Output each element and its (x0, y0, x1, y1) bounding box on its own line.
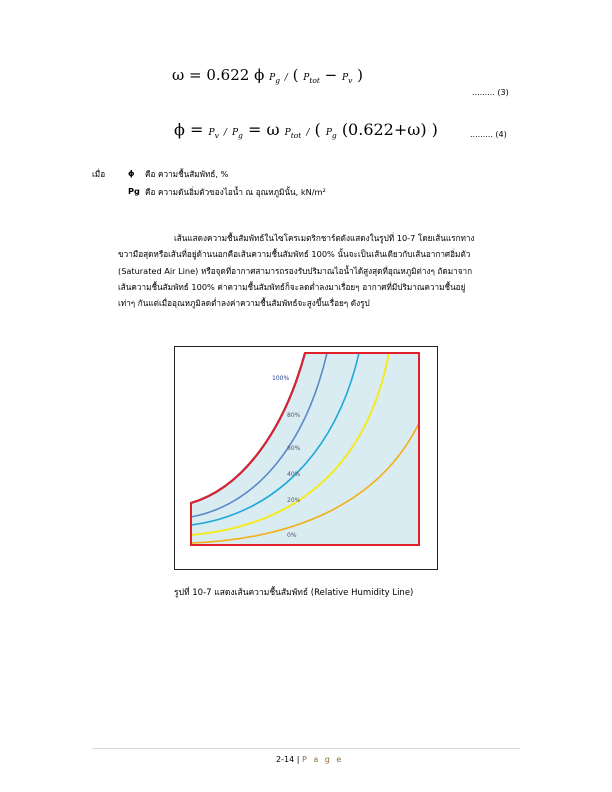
label-100: 100% (272, 375, 290, 382)
eq3-p2: $P_{tot}$ (303, 73, 320, 85)
eq4-open: ( (314, 120, 321, 139)
eq4-pg2: $P_g$ (325, 128, 337, 140)
paragraph-line: เส้นแสดงความชื้นสัมพัทธ์ในไซโครเมตริกชาร์ตดังแสดงในรูปที่ 10-7 โดยเส้นแรกทาง (174, 233, 475, 243)
paragraph-line: เท่าๆ กันแต่เมื่ออุณหภูมิลดต่ำลงค่าความชื้นสัมพัทธ์จะสูงขึ้นเรื่อยๆ ดังรูป (118, 298, 370, 309)
definition-text-phi: คือ ความชื้นสัมพัทธ์, % (145, 169, 229, 179)
equation-4 (174, 120, 438, 140)
footer-separator: | (296, 755, 300, 764)
figure-caption: รูปที่ 10-7 แสดงเส้นความชื้นสัมพัทธ์ (Relative Humidity Line) (174, 588, 414, 598)
eq4-slash2: / (306, 128, 310, 138)
label-80: 80% (287, 412, 301, 419)
eq3-p1: $P_g$ (269, 73, 280, 85)
relative-humidity-figure (174, 346, 438, 570)
page-number: 2-14 (276, 755, 295, 764)
eq4-equals: = (190, 120, 204, 139)
body-paragraph (118, 230, 526, 311)
label-0: 0% (287, 532, 297, 539)
eq3-coef: 0.622 (206, 66, 250, 84)
where-label: เมื่อ (92, 169, 106, 179)
eq4-omega: ω (266, 120, 280, 139)
eq3-p3: $P_v$ (342, 73, 353, 85)
label-20: 20% (287, 497, 301, 504)
definition-text-pg: คือ ความดันอิ่มตัวของไอน้ำ ณ อุณหภูมินั้น, kN/m² (145, 187, 326, 197)
eq3-close: ) (357, 66, 363, 84)
relative-humidity-diagram (175, 347, 437, 569)
eq4-ptot: $P_{tot}$ (284, 128, 302, 140)
eq3-slash: / (284, 73, 288, 83)
label-40: 40% (287, 471, 301, 478)
equation-3 (172, 66, 363, 85)
eq4-close: ) (431, 120, 438, 139)
page-footer (276, 755, 343, 764)
eq4-pv: $P_v$ (208, 128, 219, 140)
eq3-phi: ϕ (254, 66, 265, 84)
eq3-equals: = (189, 66, 202, 84)
footer-divider (92, 748, 520, 749)
eq4-equals2: = (248, 120, 262, 139)
equation-3-number: ......... (3) (472, 88, 509, 97)
page-word: P a g e (301, 755, 344, 764)
paragraph-line: (Saturated Air Line) หรือจุดที่อากาศสามารถรองรับปริมาณไอน้ำได้สูงสุดที่อุณหภูมิต่างๆ ถัดมาจาก (118, 265, 473, 276)
eq3-minus: − (324, 66, 338, 84)
eq3-omega: ω (172, 66, 185, 84)
definition-symbol-phi: ϕ (128, 168, 135, 178)
eq4-inner: (0.622+ω) (341, 120, 427, 139)
label-60: 60% (287, 445, 301, 452)
paragraph-line: เส้นความชื้นสัมพัทธ์ 100% ค่าความชื้นสัมพัทธ์ก็จะลดต่ำลงมาเรื่อยๆ อากาศที่มีปริมาณความชื้นอยู่ (118, 281, 466, 292)
eq4-slash1: / (223, 128, 227, 138)
chart-area-fill (191, 353, 419, 545)
definition-symbol-pg: Pg (128, 186, 140, 196)
equation-4-number: ......... (4) (470, 130, 507, 139)
eq4-pg: $P_g$ (232, 128, 243, 140)
eq3-open: ( (292, 66, 299, 84)
eq4-phi: ϕ (174, 120, 185, 139)
paragraph-line: ขวามือสุดหรือเส้นที่อยู่ด้านนอกคือเส้นความชื้นสัมพัทธ์ 100% นั้นจะเป็นเส้นเดียวกับเส้นอากาศอิ่มตัว (118, 249, 471, 260)
